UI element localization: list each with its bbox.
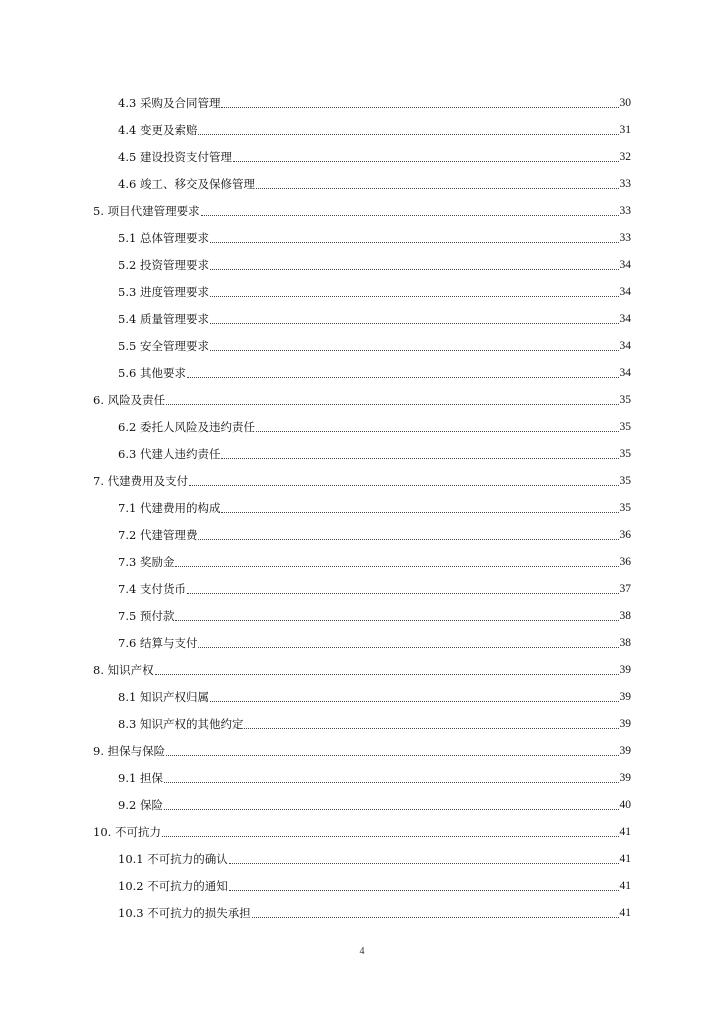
- toc-entry-page-number: 35: [619, 393, 631, 406]
- toc-entry-title: 5.1 总体管理要求: [118, 230, 209, 245]
- toc-section-entry[interactable]: [0, 332, 724, 359]
- toc-section-entry[interactable]: [0, 710, 724, 737]
- toc-section-entry[interactable]: [0, 521, 724, 548]
- toc-entry-page-number: 36: [619, 555, 631, 568]
- toc-section-entry[interactable]: [0, 89, 724, 116]
- toc-dot-leader: [256, 176, 619, 189]
- toc-section-entry[interactable]: [0, 494, 724, 521]
- toc-section-entry[interactable]: [0, 440, 724, 467]
- toc-entry-title: 4.5 建设投资支付管理: [118, 149, 232, 164]
- toc-dot-leader: [229, 878, 619, 891]
- toc-entry-title: 4.6 竣工、移交及保修管理: [118, 176, 255, 191]
- toc-section-entry[interactable]: [0, 224, 724, 251]
- toc-dot-leader: [198, 635, 618, 648]
- toc-entry-page-number: 35: [619, 474, 631, 487]
- toc-entry-page-number: 40: [619, 798, 631, 811]
- toc-section-entry[interactable]: [0, 575, 724, 602]
- toc-entry-page-number: 38: [619, 609, 631, 622]
- toc-entry-title: 7.1 代建费用的构成: [118, 500, 221, 515]
- toc-entry-title: 10.2 不可抗力的通知: [118, 878, 228, 893]
- page-number: 4: [359, 946, 365, 957]
- toc-entry-page-number: 31: [619, 123, 631, 136]
- toc-chapter-entry[interactable]: [0, 656, 724, 683]
- toc-entry-title: 10. 不可抗力: [93, 824, 161, 839]
- toc-entry-title: 9.1 担保: [118, 770, 163, 785]
- toc-entry-title: 5.3 进度管理要求: [118, 284, 209, 299]
- toc-entry-page-number: 35: [619, 447, 631, 460]
- toc-section-entry[interactable]: [0, 116, 724, 143]
- toc-section-entry[interactable]: [0, 872, 724, 899]
- toc-entry-page-number: 34: [619, 258, 631, 271]
- toc-dot-leader: [210, 257, 619, 270]
- toc-dot-leader: [189, 473, 618, 486]
- toc-dot-leader: [155, 662, 619, 675]
- toc-section-entry[interactable]: [0, 170, 724, 197]
- toc-entry-page-number: 38: [619, 636, 631, 649]
- toc-dot-leader: [210, 311, 619, 324]
- toc-dot-leader: [221, 446, 618, 459]
- toc-entry-page-number: 39: [619, 744, 631, 757]
- toc-entry-title: 10.3 不可抗力的损失承担: [118, 905, 251, 920]
- toc-entry-title: 5.5 安全管理要求: [118, 338, 209, 353]
- toc-dot-leader: [252, 905, 619, 918]
- toc-dot-leader: [256, 419, 619, 432]
- toc-entry-page-number: 39: [619, 690, 631, 703]
- toc-entry-page-number: 36: [619, 528, 631, 541]
- toc-entry-title: 4.4 变更及索赔: [118, 122, 198, 137]
- toc-section-entry[interactable]: [0, 143, 724, 170]
- toc-entry-title: 8. 知识产权: [93, 662, 154, 677]
- toc-section-entry[interactable]: [0, 845, 724, 872]
- toc-section-entry[interactable]: [0, 602, 724, 629]
- toc-entry-page-number: 41: [619, 852, 631, 865]
- toc-entry-page-number: 33: [619, 204, 631, 217]
- toc-chapter-entry[interactable]: [0, 197, 724, 224]
- toc-dot-leader: [210, 284, 619, 297]
- toc-dot-leader: [198, 122, 618, 135]
- toc-entry-page-number: 34: [619, 312, 631, 325]
- table-of-contents: [0, 89, 724, 926]
- toc-dot-leader: [162, 824, 619, 837]
- toc-entry-title: 4.3 采购及合同管理: [118, 95, 221, 110]
- toc-entry-page-number: 34: [619, 366, 631, 379]
- toc-dot-leader: [175, 554, 618, 567]
- toc-entry-title: 7. 代建费用及支付: [93, 473, 189, 488]
- toc-entry-title: 7.5 预付款: [118, 608, 175, 623]
- toc-entry-page-number: 34: [619, 285, 631, 298]
- toc-entry-title: 5.4 质量管理要求: [118, 311, 209, 326]
- toc-section-entry[interactable]: [0, 899, 724, 926]
- toc-entry-title: 5. 项目代建管理要求: [93, 203, 200, 218]
- toc-dot-leader: [221, 95, 618, 108]
- toc-dot-leader: [175, 608, 618, 621]
- toc-entry-page-number: 32: [619, 150, 631, 163]
- toc-dot-leader: [166, 743, 618, 756]
- toc-entry-title: 9. 担保与保险: [93, 743, 166, 758]
- toc-section-entry[interactable]: [0, 683, 724, 710]
- toc-chapter-entry[interactable]: [0, 737, 724, 764]
- toc-entry-page-number: 33: [619, 231, 631, 244]
- toc-entry-page-number: 41: [619, 906, 631, 919]
- toc-section-entry[interactable]: [0, 629, 724, 656]
- toc-entry-page-number: 39: [619, 663, 631, 676]
- toc-entry-page-number: 35: [619, 420, 631, 433]
- toc-section-entry[interactable]: [0, 413, 724, 440]
- toc-chapter-entry[interactable]: [0, 386, 724, 413]
- toc-section-entry[interactable]: [0, 359, 724, 386]
- toc-entry-page-number: 33: [619, 177, 631, 190]
- toc-section-entry[interactable]: [0, 791, 724, 818]
- toc-section-entry[interactable]: [0, 278, 724, 305]
- toc-dot-leader: [233, 149, 619, 162]
- toc-dot-leader: [201, 203, 619, 216]
- toc-entry-title: 8.1 知识产权归属: [118, 689, 209, 704]
- toc-entry-title: 10.1 不可抗力的确认: [118, 851, 228, 866]
- toc-entry-page-number: 41: [619, 825, 631, 838]
- toc-entry-page-number: 30: [619, 96, 631, 109]
- toc-dot-leader: [187, 365, 619, 378]
- toc-entry-page-number: 39: [619, 717, 631, 730]
- toc-dot-leader: [164, 770, 619, 783]
- toc-entry-page-number: 35: [619, 501, 631, 514]
- toc-dot-leader: [221, 500, 618, 513]
- toc-dot-leader: [229, 851, 619, 864]
- toc-entry-page-number: 34: [619, 339, 631, 352]
- toc-dot-leader: [210, 338, 619, 351]
- toc-dot-leader: [198, 527, 618, 540]
- toc-dot-leader: [166, 392, 618, 405]
- toc-entry-title: 7.2 代建管理费: [118, 527, 198, 542]
- toc-entry-page-number: 41: [619, 879, 631, 892]
- toc-section-entry[interactable]: [0, 251, 724, 278]
- toc-entry-title: 6.3 代建人违约责任: [118, 446, 221, 461]
- toc-dot-leader: [187, 581, 619, 594]
- toc-entry-title: 6.2 委托人风险及违约责任: [118, 419, 255, 434]
- toc-dot-leader: [210, 230, 619, 243]
- toc-section-entry[interactable]: [0, 548, 724, 575]
- toc-dot-leader: [210, 689, 619, 702]
- toc-section-entry[interactable]: [0, 764, 724, 791]
- toc-entry-title: 5.2 投资管理要求: [118, 257, 209, 272]
- toc-entry-title: 7.3 奖励金: [118, 554, 175, 569]
- toc-entry-title: 5.6 其他要求: [118, 365, 186, 380]
- toc-entry-page-number: 37: [619, 582, 631, 595]
- toc-dot-leader: [164, 797, 619, 810]
- toc-section-entry[interactable]: [0, 305, 724, 332]
- toc-chapter-entry[interactable]: [0, 818, 724, 845]
- toc-dot-leader: [244, 716, 618, 729]
- toc-entry-title: 7.6 结算与支付: [118, 635, 198, 650]
- toc-entry-title: 9.2 保险: [118, 797, 163, 812]
- toc-entry-page-number: 39: [619, 771, 631, 784]
- toc-entry-title: 7.4 支付货币: [118, 581, 186, 596]
- toc-entry-title: 8.3 知识产权的其他约定: [118, 716, 244, 731]
- toc-chapter-entry[interactable]: [0, 467, 724, 494]
- toc-entry-title: 6. 风险及责任: [93, 392, 166, 407]
